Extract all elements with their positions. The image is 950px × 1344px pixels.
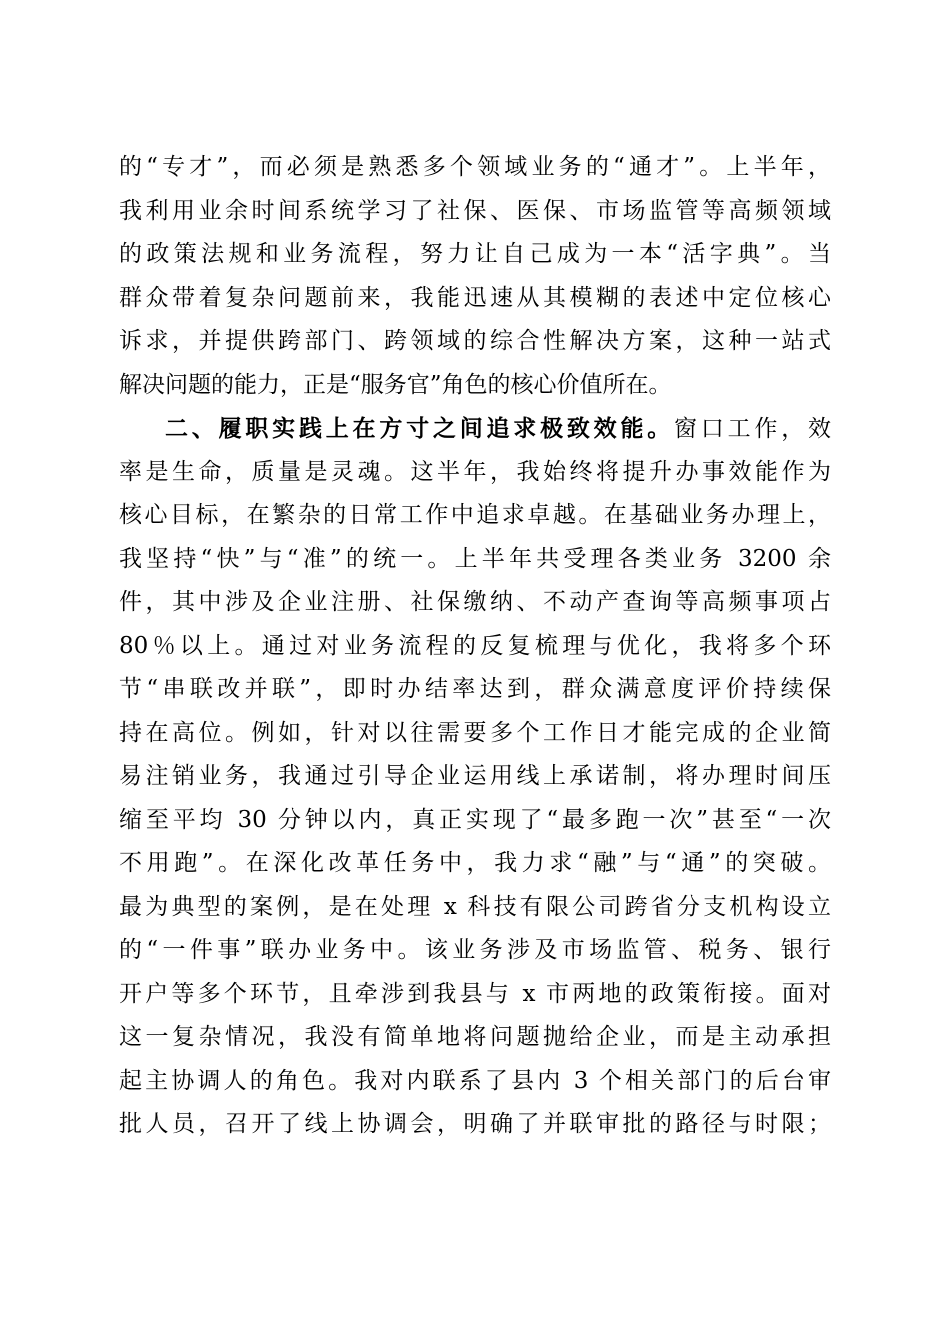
- section-heading: 二、履职实践上在方寸之间追求极致效能。: [165, 415, 675, 442]
- heading-line-text: 窗口工作，效: [674, 416, 832, 442]
- text-line: 诉求，并提供跨部门、跨领域的综合性解决方案，这种一站式: [119, 328, 831, 354]
- text-line: 持在高位。例如，针对以往需要多个工作日才能完成的企业简: [119, 719, 831, 746]
- text-line: 核心目标，在繁杂的日常工作中追求卓越。在基础业务办理上，: [119, 502, 831, 528]
- text-line: 的政策法规和业务流程，努力让自己成为一本“活字典”。当: [119, 241, 831, 267]
- section-heading-line: [119, 407, 831, 451]
- text-line: 件，其中涉及企业注册、社保缴纳、不动产查询等高频事项占: [119, 589, 831, 615]
- text-line: 率是生命，质量是灵魂。这半年，我始终将提升办事效能作为: [119, 458, 831, 485]
- text-line: 的“一件事”联办业务中。该业务涉及市场监管、税务、银行: [119, 937, 831, 963]
- text-line: 80％以上。通过对业务流程的反复梳理与优化，我将多个环: [119, 632, 831, 659]
- text-line: 我利用业余时间系统学习了社保、医保、市场监管等高频领域: [119, 197, 831, 224]
- text-line: 易注销业务，我通过引导企业运用线上承诺制，将办理时间压: [119, 763, 831, 789]
- text-line: 节“串联改并联”，即时办结率达到，群众满意度评价持续保: [119, 676, 831, 702]
- text-line: 批人员，召开了线上协调会，明确了并联审批的路径与时限；: [119, 1111, 831, 1137]
- body-text: [119, 146, 831, 1147]
- text-line: 最为典型的案例，是在处理 x 科技有限公司跨省分支机构设立: [119, 893, 831, 920]
- text-line: 开户等多个环节，且牵涉到我县与 x 市两地的政策衔接。面对: [119, 980, 831, 1007]
- text-line: 起主协调人的角色。我对内联系了县内 3 个相关部门的后台审: [119, 1067, 831, 1094]
- text-line: 不用跑”。在深化改革任务中，我力求“融”与“通”的突破。: [119, 850, 831, 876]
- text-line: 的“专才”，而必须是熟悉多个领域业务的“通才”。上半年，: [119, 154, 831, 180]
- text-line: 群众带着复杂问题前来，我能迅速从其模糊的表述中定位核心: [119, 284, 831, 311]
- text-line: 缩至平均 30 分钟以内，真正实现了“最多跑一次”甚至“一次: [119, 806, 831, 833]
- text-line: 解决问题的能力，正是“服务官”角色的核心价值所在。: [119, 371, 672, 398]
- text-line: 我坚持“快”与“准”的统一。上半年共受理各类业务 3200 余: [119, 545, 831, 572]
- text-line: 这一复杂情况，我没有简单地将问题抛给企业，而是主动承担: [119, 1024, 831, 1050]
